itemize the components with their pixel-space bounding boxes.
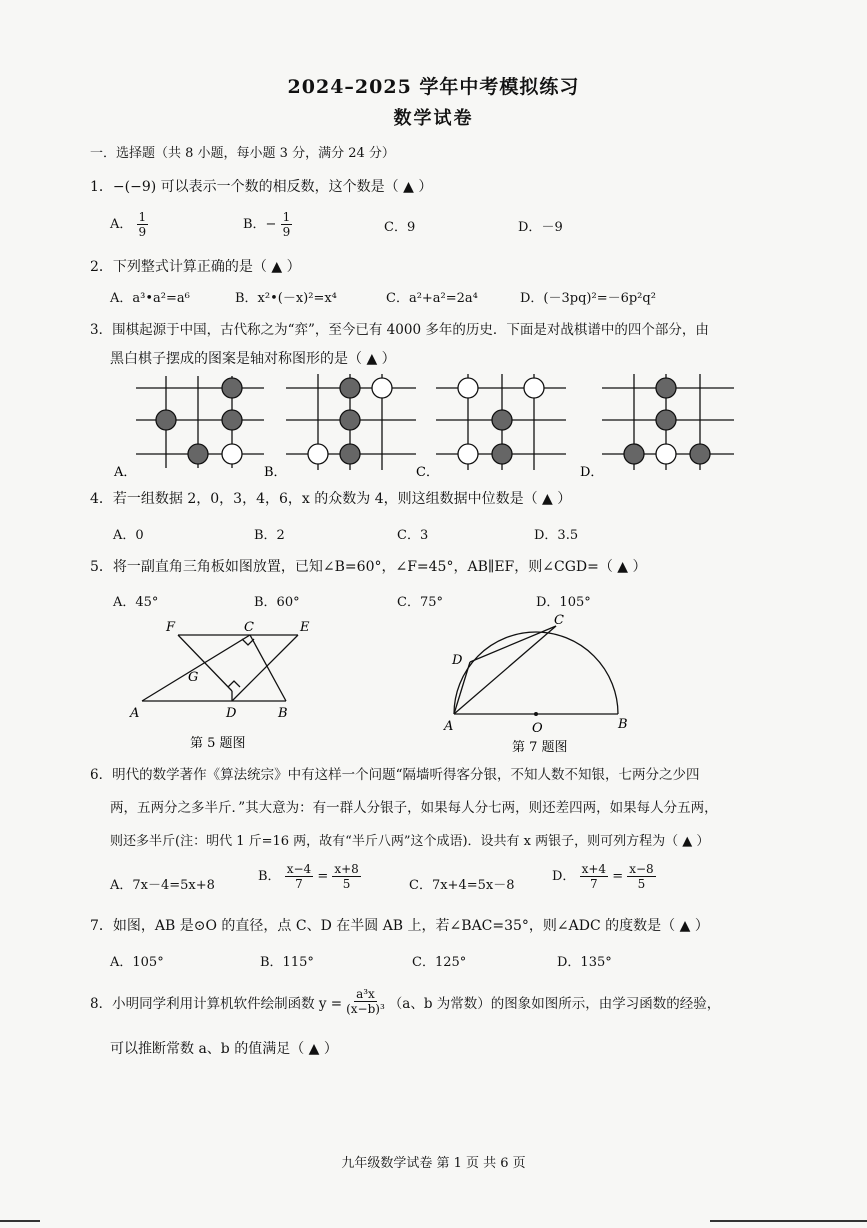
q6-option-d	[552, 862, 656, 891]
function-fraction	[346, 987, 385, 1016]
question-1-text: 1．−(−9) 可以表示一个数的相反数，这个数是（ ▲ ）	[90, 179, 433, 195]
white-stone	[458, 378, 478, 398]
option-value: 9	[406, 220, 416, 235]
black-stone	[492, 410, 512, 430]
fraction	[332, 862, 360, 891]
q7-option-b: B．115°	[260, 955, 314, 970]
question-6-line-3: 则还多半斤(注：明代 1 斤=16 两，故有“半斤八两”这个成语)．设共有 x 两银子，则可列方程为（ ▲ ）	[110, 834, 710, 849]
q6-option-b	[258, 862, 361, 891]
denominator: 5	[637, 877, 646, 891]
denominator: 7	[589, 877, 598, 891]
label-o: O	[532, 721, 543, 736]
label-d: D	[452, 653, 463, 668]
q2-option-b: B．x²•(－x)²=x⁴	[235, 291, 337, 306]
black-stone	[340, 378, 360, 398]
white-stone	[524, 378, 544, 398]
figure-7-semicircle	[440, 612, 640, 758]
black-stone	[624, 444, 644, 464]
scan-edge-right	[710, 1220, 867, 1222]
question-3-line-1: 3．围棋起源于中国，古代称之为“弈”，至今已有 4000 多年的历史．下面是对战棋谱中的四个部分，由	[90, 322, 709, 338]
label-f: F	[166, 620, 176, 635]
white-stone	[656, 444, 676, 464]
black-stone	[690, 444, 710, 464]
label-b: B	[618, 717, 628, 732]
numerator: x+4	[581, 862, 607, 876]
black-stone	[188, 444, 208, 464]
white-stone	[458, 444, 478, 464]
numerator: x+8	[334, 862, 359, 876]
q2-option-c: C．a²+a²=2a⁴	[386, 291, 478, 306]
page-footer: 九年级数学试卷 第 1 页 共 6 页	[341, 1156, 526, 1171]
label-c: C	[244, 620, 254, 635]
numerator: a³x	[356, 987, 375, 1001]
numerator: x−4	[286, 862, 312, 876]
center-point	[534, 712, 538, 716]
black-stone	[340, 444, 360, 464]
option-letter: D．	[518, 220, 542, 235]
black-stone	[156, 410, 176, 430]
white-stone	[222, 444, 242, 464]
figure-7-caption: 第 7 题图	[512, 740, 568, 755]
label-g: G	[188, 670, 199, 685]
option-letter: B．	[258, 869, 281, 884]
denominator: (x−b)³	[346, 1002, 385, 1016]
black-stone	[656, 378, 676, 398]
q6-option-a: A．7x－4=5x+8	[110, 878, 215, 893]
exam-subtitle: 数学试卷	[393, 108, 474, 129]
question-8-line-1	[90, 987, 720, 1016]
option-d-label: D．	[580, 465, 604, 480]
question-8-suffix: （a、b 为常数）的图象如图所示，由学习函数的经验，	[388, 995, 721, 1012]
go-board-figures	[110, 370, 750, 480]
q4-option-a: A．0	[113, 528, 144, 543]
fraction	[627, 862, 655, 891]
q7-option-d: D．135°	[557, 955, 612, 970]
question-6-line-2: 两，五两分之多半斤．”其大意为：有一群人分银子，如果每人分七两，则还差四两，如果每人分五两，	[110, 800, 718, 816]
question-5-text: 5．将一副直角三角板如图放置，已知∠B=60°，∠F=45°，AB∥EF，则∠CGD=（ ▲ ）	[90, 559, 647, 575]
q5-option-b: B．60°	[254, 595, 300, 610]
black-stone	[222, 378, 242, 398]
black-stone	[222, 410, 242, 430]
black-stone	[656, 410, 676, 430]
question-4-text: 4．若一组数据 2，0，3，4，6，x 的众数为 4，则这组数据中位数是（ ▲ ）	[90, 491, 572, 507]
q1-option-a	[110, 210, 148, 239]
option-letter: C．	[384, 220, 407, 235]
question-7-text: 7．如图，AB 是⊙O 的直径，点 C、D 在半圆 AB 上，若∠BAC=35°，则∠ADC 的度数是（ ▲ ）	[90, 918, 709, 934]
q1-option-d	[518, 216, 563, 235]
q5-option-c: C．75°	[397, 595, 443, 610]
fraction	[285, 862, 313, 891]
section-heading: 一．选择题（共 8 小题，每小题 3 分，满分 24 分）	[90, 146, 395, 161]
figure-5-caption: 第 5 题图	[190, 736, 246, 751]
label-a: A	[130, 706, 140, 721]
fraction	[281, 210, 293, 239]
q2-option-d: D．(－3pq)²=－6p²q²	[520, 291, 656, 306]
fraction	[580, 862, 608, 891]
q1-option-b	[243, 210, 292, 239]
denominator: 7	[295, 877, 303, 891]
label-c: C	[554, 613, 564, 628]
q5-option-a: A．45°	[113, 595, 159, 610]
option-letter: D．	[552, 869, 576, 884]
question-8-prefix: 8．小明同学利用计算机软件绘制函数 y =	[90, 995, 343, 1012]
q5-option-d: D．105°	[536, 595, 591, 610]
q6-option-c: C．7x+4=5x－8	[409, 878, 515, 893]
q2-option-a: A．a³•a²=a⁶	[110, 291, 190, 306]
denominator: 9	[138, 225, 147, 239]
option-c-label: C．	[416, 465, 439, 480]
label-e: E	[300, 620, 310, 635]
numerator: 1	[138, 210, 147, 224]
question-3-line-2: 黑白棋子摆成的图案是轴对称图形的是（ ▲ ）	[110, 351, 396, 367]
denominator: 5	[342, 877, 351, 891]
label-a: A	[444, 719, 454, 734]
equals-sign: =	[612, 869, 624, 884]
question-8-line-2: 可以推断常数 a、b 的值满足（ ▲ ）	[110, 1041, 338, 1057]
option-value: －9	[541, 220, 563, 235]
black-stone	[492, 444, 512, 464]
q7-option-c: C．125°	[412, 955, 467, 970]
exam-title: 2024–2025 学年中考模拟练习	[287, 76, 580, 98]
numerator: 1	[282, 210, 291, 224]
label-b: B	[278, 706, 288, 721]
question-2-text: 2．下列整式计算正确的是（ ▲ ）	[90, 259, 301, 275]
option-a-label: A．	[114, 465, 137, 480]
denominator: 9	[282, 225, 291, 239]
question-6-line-1: 6．明代的数学著作《算法统宗》中有这样一个问题“隔墙听得客分银，不知人数不知银，七两分之少四	[90, 767, 700, 783]
black-stone	[340, 410, 360, 430]
option-letter: B．−	[243, 217, 277, 232]
fraction	[137, 210, 149, 239]
numerator: x−8	[629, 862, 654, 876]
q7-option-a: A．105°	[110, 955, 164, 970]
white-stone	[308, 444, 328, 464]
label-d: D	[226, 706, 237, 721]
figure-5-triangles	[120, 615, 310, 755]
scan-edge-left	[0, 1220, 40, 1222]
option-b-label: B．	[264, 465, 287, 480]
equals-sign: =	[317, 869, 329, 884]
q4-option-d: D．3.5	[534, 528, 579, 543]
q4-option-b: B．2	[254, 528, 285, 543]
option-letter: A．	[110, 217, 133, 232]
q4-option-c: C．3	[397, 528, 429, 543]
q1-option-c	[384, 216, 415, 235]
white-stone	[372, 378, 392, 398]
